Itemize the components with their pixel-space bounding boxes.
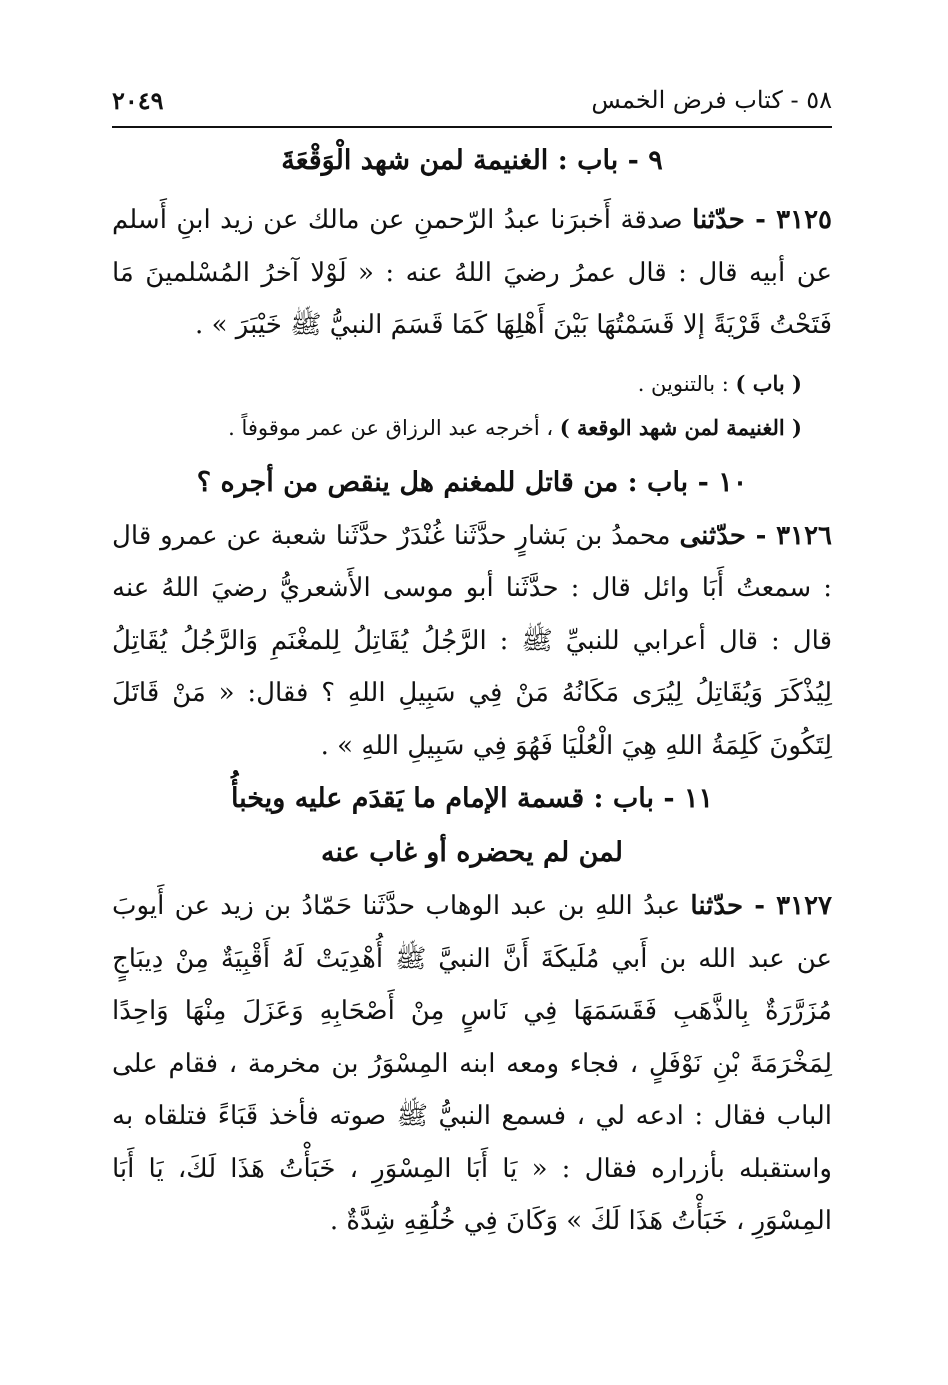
chapter-heading-11-line2: لمن لم يحضره أو غاب عنه <box>320 837 624 868</box>
commentary-note <box>112 362 832 406</box>
hadith-3126 <box>112 510 832 773</box>
page-number: ٢٠٤٩ <box>112 86 164 115</box>
hadith-number: ٣١٢٥ - حدّثنا <box>692 205 833 235</box>
hadith-number: ٣١٢٦ - حدّثنى <box>679 520 833 551</box>
page-header <box>112 82 832 128</box>
note-text: : بالتنوين . <box>637 371 736 396</box>
note-term: ( باب ) <box>735 370 802 396</box>
note-text: ، أخرجه عبد الرزاق عن عمر موقوفاً . <box>228 415 560 440</box>
hadith-number: ٣١٢٧ - حدّثنا <box>690 891 832 921</box>
chapter-heading-9: ٩ - باب : الغنيمة لمن شهد الْوَقْعَةَ <box>281 145 663 176</box>
hadith-text: عبدُ اللهِ بن عبد الوهاب حدَّثَنا حَمّادُ بن زيد عن أَيوبَ عن عبد الله بن أَبي مُلَيكَةَ أَنَّ النبيَّ ﷺ أُهْدِيَتْ لَهُ أَقْبِيَةٌ مِنْ دِيبَاجٍ مُزَرَّرَةٌ بِالذَّهَبِ فَقَسَمَهَا فِي نَاسٍ مِنْ أَصْحَابِهِ وَعَزَلَ مِنْهَا وَاحِدًا لِمَخْرَمَةَ بْنِ نَوْفَلٍ ، فجاء ومعه ابنه المِسْوَرُ بن مخرمة ، فقام على الباب فقال : ادعه لي ، فسمع النبيُّ ﷺ صوته فأخذ قَبَاءً فتلقاه به واستقبله بأزراره فقال : « يَا أَبَا المِسْوَرِ ، خَبَأْتُ هَذَا لَكَ، يَا أَبَا المِسْوَرِ ، خَبَأْتُ هَذَا لَكَ » وَكَانَ فِي خُلُقِهِ شِدَّةٌ . <box>112 891 832 1236</box>
note-term: ( الغنيمة لمن شهد الوقعة ) <box>559 414 802 440</box>
book-page <box>112 82 832 1248</box>
running-title: ٥٨ - كتاب فرض الخمس <box>591 86 832 114</box>
hadith-text: صدقة أَخبرَنا عبدُ الرّحمنِ عن مالك عن زيد ابنِ أَسلم عن أبيه قال : قال عمرُ رضيَ اللهُ عنه : « لَوْلا آخرُ المُسْلمينَ مَا فَتَحْتُ قَرْيَةً إلا قَسَمْتُهَا بَيْنَ أَهْلِهَا كَمَا قَسَمَ النبيُّ ﷺ خَيْبَرَ » . <box>112 205 832 340</box>
hadith-3127 <box>112 880 832 1248</box>
hadith-text: محمدُ بن بَشارٍ حدَّثَنا غُنْدَرٌ حدَّثَنا شعبة عن عمرو قال : سمعتُ أَبَا وائل قال : حدَّثَنا أبو موسى الأَشعريُّ رضيَ اللهُ عنه قال : قال أعرابي للنبيِّ ﷺ : الرَّجُلُ يُقَاتِلُ لِلمغْنَمِ وَالرَّجُلُ يُقَاتِلُ لِيُذْكَرَ وَيُقَاتِلُ لِيُرَى مَكَانُهُ مَنْ فِي سَبِيلِ اللهِ ؟ فقال: « مَنْ قَاتَلَ لِتَكُونَ كَلِمَةُ اللهِ هِيَ الْعُلْيَا فَهُوَ فِي سَبِيلِ اللهِ » . <box>112 520 832 761</box>
commentary-note <box>112 406 832 450</box>
chapter-heading-10: ١٠ - باب : من قاتل للمغنم هل ينقص من أجره ؟ <box>196 466 748 498</box>
chapter-heading-11: ١١ - باب : قسمة الإمام ما يَقدَم عليه ويخبأُ <box>230 783 714 814</box>
hadith-3125 <box>112 194 832 352</box>
